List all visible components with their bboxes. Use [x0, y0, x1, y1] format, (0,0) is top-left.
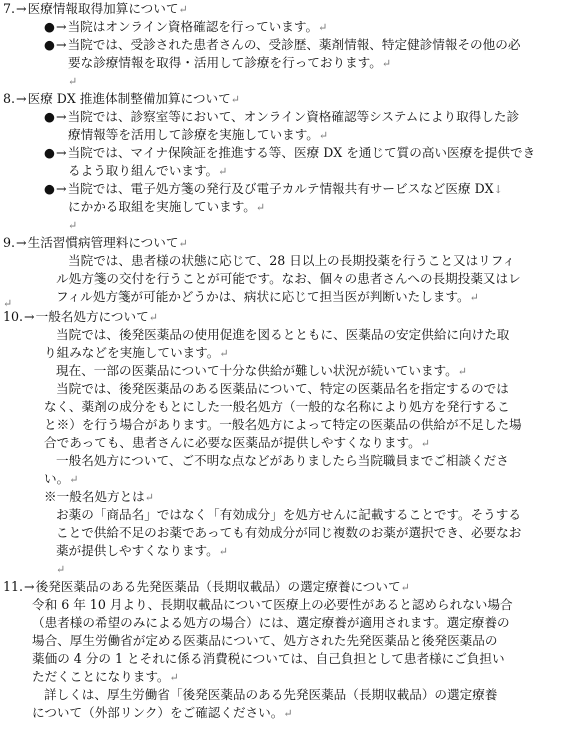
body-line: [32, 596, 513, 615]
section-title: 生活習慣病管理料について: [27, 235, 179, 250]
empty-paragraph: [68, 216, 77, 236]
paragraph-mark: ↵: [283, 707, 293, 720]
paragraph-mark: ↵: [148, 311, 158, 324]
bullet-icon: ●: [44, 37, 55, 52]
tab-mark: →: [56, 19, 67, 34]
body-text: り組みなどを実施しています。: [44, 345, 220, 360]
body-text: 現在、一部の医薬品について十分な供給が難しい状況が続いています。: [56, 363, 458, 378]
body-text: 一般名処方について、ご不明な点などがありましたら当院職員までご相談くださ: [56, 453, 509, 468]
body-line: [44, 488, 154, 508]
paragraph-mark: ↵: [255, 201, 266, 214]
bullet-text: 療情報等を活用して診療を実施しています。: [68, 127, 319, 142]
section-9-heading: [3, 234, 188, 254]
list-item-continuation: [68, 126, 328, 146]
body-text: なく、薬剤の成分をもとにした一般名処方（一般的な名称により処方を発行するこ: [44, 399, 510, 414]
body-line: [56, 362, 467, 382]
bullet-icon: ●: [44, 19, 55, 34]
body-text: 合であっても、患者さんに必要な医薬品が提供しやすくなります。: [44, 435, 421, 450]
body-line: [44, 398, 510, 417]
paragraph-mark: ↵: [457, 365, 467, 378]
body-text: 場合、厚生労働省が定める医薬品について、処方された先発医薬品と後発医薬品の: [32, 633, 498, 648]
paragraph-mark: ↵: [178, 3, 188, 16]
tab-mark: →: [56, 145, 67, 160]
list-item: [44, 18, 327, 38]
body-line: [44, 434, 430, 454]
paragraph-mark: ↵: [69, 473, 79, 486]
body-text: 薬価の 4 分の 1 とそれに係る消費税については、自己負担として患者様にご負担い: [32, 651, 505, 666]
section-title: 一般名処方について: [35, 309, 149, 324]
paragraph-mark: ↵: [469, 291, 479, 304]
body-text: い。: [44, 471, 70, 486]
body-line: [56, 326, 509, 345]
paragraph-mark: ↵: [218, 545, 228, 558]
paragraph-mark: ↵: [144, 491, 154, 504]
body-line: [44, 686, 497, 705]
body-text: 詳しくは、厚生労働省「後発医薬品のある先発医薬品（長期収載品）の選定療養: [44, 687, 498, 702]
body-line: [32, 614, 510, 633]
paragraph-mark: ↵: [68, 75, 78, 88]
paragraph-mark: ↵: [381, 57, 392, 70]
bullet-text: 当院では、診察室等において、オンライン資格確認等システムにより取得した診: [67, 109, 520, 124]
list-item: [44, 144, 535, 163]
body-text: 令和 6 年 10 月より、長期収載品について医療上の必要性があると認められない場合: [32, 597, 513, 612]
bullet-text: 要な診療情報を取得・活用して診療を行っております。: [68, 55, 382, 70]
body-line: [56, 380, 509, 399]
bullet-icon: ●: [44, 109, 55, 124]
note-heading: ※一般名処方とは: [44, 489, 145, 504]
bullet-text: るよう取り組んでいます。: [68, 163, 219, 178]
body-line: [56, 452, 509, 471]
body-line: [56, 542, 228, 562]
body-line: [32, 632, 497, 651]
paragraph-mark: ↵: [400, 581, 410, 594]
list-item: [44, 36, 520, 55]
body-line: [32, 650, 505, 669]
body-line: [44, 470, 78, 490]
body-text: 当院では、患者様の状態に応じて、28 日以上の長期投薬を行うこと又はリフィ: [68, 253, 515, 268]
tab-mark: →: [16, 1, 27, 16]
bullet-icon: ●: [44, 181, 55, 196]
body-text: ル処方箋の交付を行うことが可能です。なお、個々の患者さんへの長期投薬又はレ: [56, 271, 521, 286]
paragraph-mark: ↵: [420, 437, 430, 450]
empty-paragraph: [68, 72, 77, 92]
body-line: [56, 270, 521, 289]
tab-mark: →: [24, 309, 35, 324]
empty-paragraph: [56, 560, 65, 580]
bullet-text: 当院では、受診された患者さんの、受診歴、薬剤情報、特定健診情報その他の必: [67, 37, 521, 52]
section-number: 11.: [3, 579, 24, 594]
body-line: [56, 506, 521, 525]
body-line: [32, 668, 179, 688]
section-number: 8.: [3, 91, 16, 106]
paragraph-mark: ↵: [169, 671, 179, 684]
body-text: について（外部リンク）をご確認ください。: [32, 705, 284, 720]
paragraph-mark: ↵: [230, 93, 240, 106]
body-text: フィル処方箋が可能かどうかは、病状に応じて担当医が判断いたします。: [56, 289, 470, 304]
list-item-continuation: [68, 54, 391, 74]
body-line: [32, 704, 293, 724]
body-text: 当院では、後発医薬品のある医薬品について、特定の医薬品名を指定するのでは: [56, 381, 509, 396]
section-title: 医療情報取得加算について: [27, 1, 179, 16]
tab-mark: →: [56, 109, 67, 124]
tab-mark: →: [56, 181, 67, 196]
body-text: 当院では、後発医薬品の使用促進を図るとともに、医薬品の安定供給に向けた取: [56, 327, 510, 342]
body-line: [68, 252, 515, 271]
list-item-continuation: [68, 198, 265, 218]
section-8-heading: [3, 90, 240, 110]
line-break-mark: ↓: [493, 183, 503, 196]
paragraph-mark: ↵: [318, 129, 329, 142]
body-text: お薬の「商品名」ではなく「有効成分」を処方せんに記載することです。そうする: [56, 507, 521, 522]
list-item-continuation: [68, 162, 227, 182]
bullet-icon: ●: [44, 145, 55, 160]
section-11-heading: [3, 578, 410, 598]
paragraph-mark: ↵: [219, 347, 229, 360]
paragraph-mark: ↵: [178, 237, 188, 250]
section-title: 後発医薬品のある先発医薬品（長期収載品）の選定療養について: [35, 579, 401, 594]
bullet-text: 当院では、マイナ保険証を推進する等、医療 DX を通じて質の高い医療を提供でき: [67, 145, 536, 160]
tab-mark: →: [24, 579, 35, 594]
list-item: [44, 180, 503, 200]
section-number: 10.: [3, 309, 24, 324]
tab-mark: →: [16, 91, 27, 106]
tab-mark: →: [16, 235, 27, 250]
section-7-heading: [3, 0, 188, 20]
body-line: [56, 524, 521, 543]
paragraph-mark: ↵: [3, 297, 13, 310]
paragraph-mark: ↵: [68, 219, 78, 232]
paragraph-mark: ↵: [318, 21, 328, 34]
section-number: 7.: [3, 1, 16, 16]
section-10-heading: [3, 308, 158, 328]
body-line: [44, 416, 522, 435]
paragraph-mark: ↵: [56, 563, 66, 576]
body-line: [56, 288, 479, 308]
section-title: 医療 DX 推進体制整備加算について: [27, 91, 231, 106]
body-text: ことで供給不足のお薬であっても有効成分が同じ複数のお薬が選択でき、必要なお: [56, 525, 522, 540]
body-line: [44, 344, 229, 364]
tab-mark: →: [56, 37, 67, 52]
bullet-text: 当院はオンライン資格確認を行っています。: [67, 19, 319, 34]
body-text: ただくことになります。: [32, 669, 170, 684]
paragraph-mark: ↵: [218, 165, 228, 178]
section-number: 9.: [3, 235, 16, 250]
bullet-text: 当院では、電子処方箋の発行及び電子カルテ情報共有サービスなど医療 DX: [67, 181, 494, 196]
bullet-text: にかかる取組を実施しています。: [68, 199, 256, 214]
list-item: [44, 108, 519, 127]
body-text: と※）を行う場合があります。一般名処方によって特定の医薬品の供給が不足した場: [44, 417, 522, 432]
body-text: （患者様の希望のみによる処方の場合）には、選定療養が適用されます。選定療養の: [32, 615, 510, 630]
body-text: 薬が提供しやすくなります。: [56, 543, 219, 558]
